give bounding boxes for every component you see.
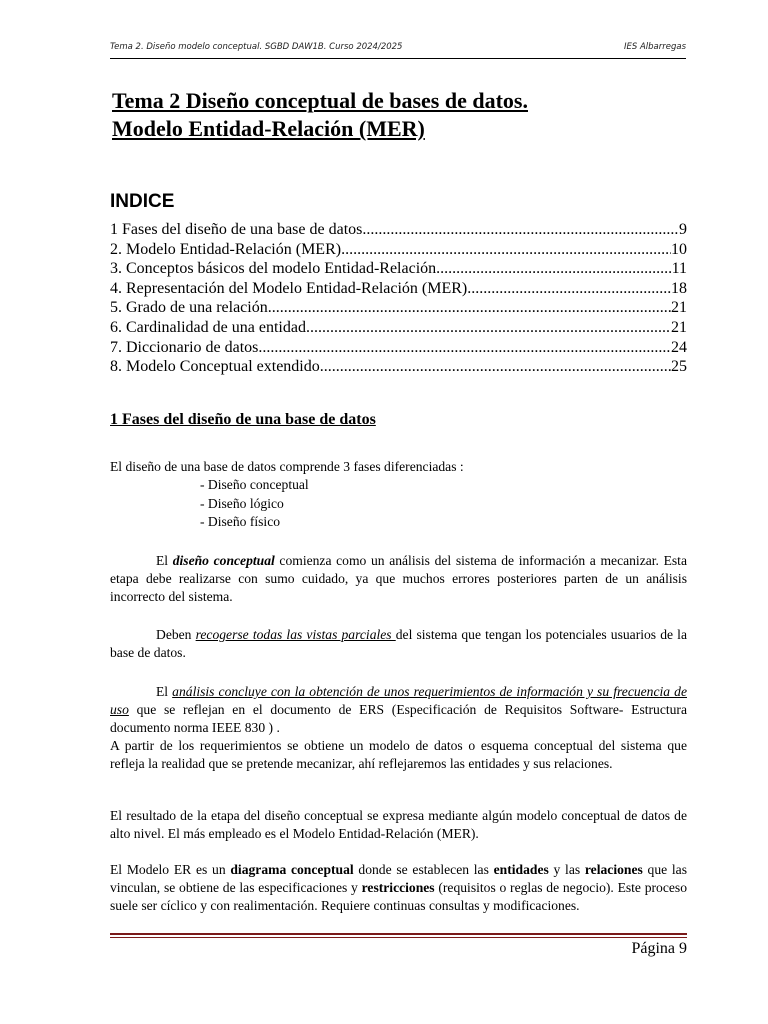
footer-divider-thin — [110, 937, 687, 938]
underlined-text: análisis concluye con la obtención de unos requerimientos de información y su frecuencia de uso — [110, 684, 687, 717]
toc-entry[interactable] — [110, 240, 687, 260]
bold-text: diagrama conceptual — [230, 862, 354, 877]
toc-entry[interactable] — [110, 279, 687, 299]
paragraph-conceptual-design — [110, 552, 687, 606]
header-divider — [110, 58, 686, 59]
page-header — [110, 42, 686, 52]
text-run: El Modelo ER es un — [110, 862, 231, 877]
intro-paragraph: El diseño de una base de datos comprende 3 fases diferenciadas : — [110, 459, 464, 474]
toc-entry-page: 9 — [679, 221, 687, 238]
toc-leader-dots — [467, 279, 671, 299]
text-run: donde se establecen las — [353, 862, 494, 877]
paragraph-partial-views — [110, 626, 687, 662]
bold-text: restricciones — [361, 880, 435, 895]
toc-leader-dots — [268, 298, 671, 318]
header-school: IES Albarregas — [623, 42, 686, 52]
text-run: que se reflejan en el documento de ERS (Especificación de Requisitos Software- Estructura documento norma IEEE 830 ) . — [110, 702, 687, 735]
document-title — [112, 87, 528, 143]
text-run: y las — [548, 862, 585, 877]
toc-entry[interactable] — [110, 357, 687, 377]
page-number: Página 9 — [631, 940, 687, 957]
emphasis-text: diseño conceptual — [172, 553, 275, 568]
paragraph-requirements — [110, 683, 687, 773]
toc-entry[interactable] — [110, 298, 687, 318]
text-run: del sistema que tengan los potenciales usuarios de la base de datos. — [110, 627, 687, 660]
toc-leader-dots — [341, 240, 671, 260]
toc-leader-dots — [320, 357, 671, 377]
phase-item: - Diseño lógico — [200, 495, 284, 511]
toc-entry-page: 11 — [671, 260, 687, 278]
toc-entry-page: 24 — [671, 338, 687, 356]
text-run: Deben — [156, 627, 196, 642]
toc-entry[interactable] — [110, 338, 687, 358]
text-run: (requisitos o reglas de negocio). Este proceso suele ser cíclico y con realimentación. Requiere continuas consultas y modificaciones. — [110, 880, 687, 913]
bold-text: entidades — [493, 862, 549, 877]
title-line-1: Tema 2 Diseño conceptual de bases de datos. — [112, 88, 528, 113]
toc-entry-label: 8. Modelo Conceptual extendido — [110, 358, 320, 376]
text-run: El — [156, 684, 173, 699]
toc-entry-page: 25 — [671, 358, 687, 376]
toc-leader-dots — [362, 220, 679, 240]
toc-entry-label: 2. Modelo Entidad-Relación (MER) — [110, 240, 342, 258]
toc-entry-label: 6. Cardinalidad de una entidad — [110, 318, 306, 336]
title-line-2: Modelo Entidad-Relación (MER) — [112, 116, 425, 141]
toc-entry-label: 7. Diccionario de datos — [110, 338, 259, 356]
toc-entry-label: 4. Representación del Modelo Entidad-Relación (MER) — [110, 279, 468, 297]
toc-entry-page: 18 — [671, 279, 687, 297]
table-of-contents — [110, 220, 687, 377]
header-course-info: Tema 2. Diseño modelo conceptual. SGBD DAW1B. Curso 2024/2025 — [110, 42, 403, 52]
footer-divider — [110, 933, 687, 935]
toc-entry-label: 3. Conceptos básicos del modelo Entidad-Relación — [110, 260, 437, 278]
paragraph-line: A partir de los requerimientos se obtiene un modelo de datos o esquema conceptual del sistema que refleja la realidad que se pretende mecanizar, ahí reflejaremos las entidades y sus relaciones. — [110, 738, 687, 771]
toc-leader-dots — [258, 338, 671, 358]
toc-entry-page: 10 — [671, 240, 687, 258]
toc-entry[interactable] — [110, 220, 687, 240]
phase-item: - Diseño físico — [200, 514, 281, 529]
index-heading: INDICE — [110, 191, 175, 212]
paragraph-result: El resultado de la etapa del diseño conceptual se expresa mediante algún modelo conceptual de datos de alto nivel. El más empleado es el Modelo Entidad-Relación (MER). — [110, 808, 687, 841]
toc-leader-dots — [436, 259, 671, 279]
toc-entry-label: 5. Grado de una relación — [110, 299, 268, 317]
text-run: que las vinculan, se obtiene de las especificaciones y — [110, 862, 687, 895]
toc-entry-page: 21 — [671, 318, 687, 336]
toc-entry-label: 1 Fases del diseño de una base de datos — [110, 221, 363, 238]
paragraph-line — [110, 683, 687, 737]
text-run: comienza como un análisis del sistema de información a mecanizar. Esta etapa debe realizarse con sumo cuidado, ya que muchos errores posteriores parten de un análisis incorrecto del sistema. — [110, 553, 687, 604]
toc-leader-dots — [306, 318, 671, 338]
phase-item: - Diseño conceptual — [200, 477, 309, 492]
toc-entry-page: 21 — [671, 299, 687, 317]
toc-entry[interactable] — [110, 259, 687, 279]
bold-text: relaciones — [584, 862, 643, 877]
underlined-text: recogerse todas las vistas parciales — [195, 627, 396, 642]
phases-list — [200, 476, 309, 532]
text-run: El — [156, 553, 173, 568]
paragraph-er-model — [110, 861, 687, 915]
section-heading: 1 Fases del diseño de una base de datos — [110, 411, 376, 428]
toc-entry[interactable] — [110, 318, 687, 338]
